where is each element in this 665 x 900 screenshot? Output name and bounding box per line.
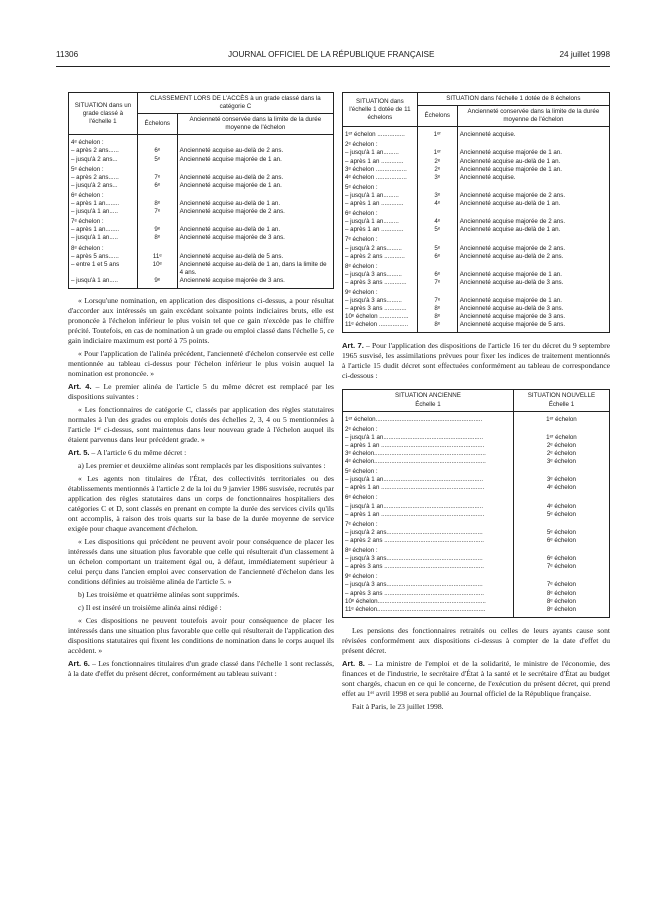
table-row bbox=[343, 442, 610, 450]
table-row bbox=[69, 226, 334, 234]
table-cell: Ancienneté acquise au-delà de 1 an. bbox=[177, 226, 333, 234]
table-row bbox=[343, 590, 610, 598]
table-row bbox=[343, 261, 610, 271]
table-cell: 6ᵉ échelon : bbox=[343, 492, 514, 502]
table-row bbox=[343, 606, 610, 618]
table-row bbox=[343, 555, 610, 563]
table-cell bbox=[177, 135, 333, 148]
table-cell: 1ᵉʳ échelon bbox=[513, 411, 609, 424]
table-cell bbox=[513, 492, 609, 502]
table-cell: 3ᵉ bbox=[417, 192, 457, 200]
table-cell: Ancienneté acquise majorée de 1 an. bbox=[177, 156, 333, 164]
table-cell: Ancienneté acquise majorée de 1 an. bbox=[457, 166, 609, 174]
table-cell: Ancienneté acquise majorée de 5 ans. bbox=[457, 321, 609, 333]
table-row bbox=[343, 434, 610, 442]
table-cell bbox=[457, 182, 609, 192]
table-cell: – après 1 an ............. bbox=[343, 226, 418, 234]
table-row bbox=[69, 234, 334, 242]
table-cell: – après 1 an ............................................................ bbox=[343, 484, 514, 492]
table-row bbox=[343, 503, 610, 511]
table-cell: – après 5 ans...... bbox=[69, 253, 138, 261]
table-cell bbox=[417, 287, 457, 297]
table-row bbox=[343, 305, 610, 313]
table-cell: 7ᵉ bbox=[137, 208, 177, 216]
table-cell bbox=[137, 135, 177, 148]
table-cell bbox=[457, 261, 609, 271]
table-cell: 2ᵉ bbox=[417, 158, 457, 166]
table-cell: 4ᵉ échelon bbox=[513, 503, 609, 511]
table-cell: 8ᵉ échelon bbox=[513, 598, 609, 606]
table-cell: Ancienneté acquise au-delà de 2 ans. bbox=[177, 147, 333, 155]
table-cell: – jusqu'à 1 an..... bbox=[69, 277, 138, 289]
table-row bbox=[69, 174, 334, 182]
table-cell: 4ᵉ échelon .................. bbox=[343, 174, 418, 182]
table-cell: 3ᵉ bbox=[417, 174, 457, 182]
article-8: Art. 8. – La ministre de l'emploi et de la solidarité, le ministre de l'économie, des finances et de l'industrie, le secrétaire d'État à la santé et le secrétaire d'État au budget sont chargés, chacun en ce qui le concerne, de l'exécution du présent décret, qui prend effet au 1ᵉʳ avril 1998 et sera publié au Journal officiel de la République française. bbox=[342, 658, 610, 698]
table-row bbox=[343, 598, 610, 606]
article-7: Art. 7. – Pour l'application des dispositions de l'article 16 ter du décret du 9 septembre 1965 susvisé, les assimilations prévues pour fixer les indices de traitement mentionnés à l'article 15 dudit décret sont effectuées conformément au tableau de correspondance ci-dessous : bbox=[342, 341, 610, 381]
table-cell bbox=[513, 466, 609, 476]
table-cell: 8ᵉ bbox=[417, 321, 457, 333]
journal-title: JOURNAL OFFICIEL DE LA RÉPUBLIQUE FRANÇAISE bbox=[228, 50, 435, 59]
table-cell: Ancienneté acquise au-delà de 3 ans. bbox=[457, 279, 609, 287]
paragraph: b) Les troisième et quatrième alinéas sont supprimés. bbox=[78, 589, 240, 599]
table-cell: – jusqu'à 3 ans........................................................ bbox=[343, 555, 514, 563]
table-cell: 5ᵉ bbox=[137, 156, 177, 164]
table-cell: – après 3 ans .......................................................... bbox=[343, 590, 514, 598]
table-cell: – après 3 ans ............. bbox=[343, 279, 418, 287]
th-situation-11: SITUATION dans l'échelle 1 dotée de 11 échelons bbox=[343, 93, 418, 127]
table-cell: 4ᵉ échelon : bbox=[69, 135, 138, 148]
table-cell bbox=[137, 243, 177, 253]
table-cell: Ancienneté acquise. bbox=[457, 174, 609, 182]
th-anciennete: Ancienneté conservée dans la limite de la durée moyenne de l'échelon bbox=[177, 114, 333, 135]
table-row bbox=[343, 279, 610, 287]
table-cell: 7ᵉ échelon bbox=[513, 581, 609, 589]
table-cell: Ancienneté acquise au-delà de 1 an. bbox=[457, 200, 609, 208]
table-cell: Ancienneté acquise majorée de 1 an. bbox=[457, 297, 609, 305]
table-row bbox=[343, 563, 610, 571]
table-row bbox=[343, 158, 610, 166]
table-cell bbox=[513, 424, 609, 434]
table-cell: Ancienneté acquise au-delà de 1 an, dans la limite de 4 ans. bbox=[177, 261, 333, 277]
table-row bbox=[343, 245, 610, 253]
paragraph: Les pensions des fonctionnaires retraités ou celles de leurs ayants cause sont révisées conformément aux dispositions ci-dessus à compter de la date d'effet du présent décret. bbox=[342, 625, 610, 655]
table-cell: Ancienneté acquise majorée de 2 ans. bbox=[457, 218, 609, 226]
table-cell: – après 1 an ............. bbox=[343, 200, 418, 208]
table-cell: 7ᵉ bbox=[137, 174, 177, 182]
table-row bbox=[343, 511, 610, 519]
table-cell: – après 2 ans ............ bbox=[343, 253, 418, 261]
table-row bbox=[343, 149, 610, 157]
table-cell: 8ᵉ bbox=[417, 313, 457, 321]
table-cell bbox=[177, 164, 333, 174]
table-row bbox=[343, 476, 610, 484]
table-cell: 5ᵉ bbox=[417, 245, 457, 253]
left-column bbox=[68, 92, 334, 682]
table-cell: 8ᵉ échelon : bbox=[343, 261, 418, 271]
table-row bbox=[343, 174, 610, 182]
table-cell: 6ᵉ bbox=[417, 271, 457, 279]
table-cell: 8ᵉ bbox=[137, 234, 177, 242]
table-row bbox=[343, 492, 610, 502]
table-row bbox=[343, 484, 610, 492]
table-row bbox=[69, 135, 334, 148]
table-row bbox=[343, 571, 610, 581]
paragraph: c) Il est inséré un troisième alinéa ainsi rédigé : bbox=[78, 602, 222, 612]
table-cell: 7ᵉ échelon : bbox=[343, 519, 514, 529]
table-row bbox=[69, 208, 334, 216]
paragraph: a) Les premier et deuxième alinéas sont remplacés par les dispositions suivantes : bbox=[78, 460, 326, 470]
th-echelons: Échelons bbox=[417, 106, 457, 127]
table-cell: – après 2 ans .......................................................... bbox=[343, 537, 514, 545]
th-ancienne: SITUATION ANCIENNE Échelle 1 bbox=[343, 390, 514, 411]
table-cell: 6ᵉ bbox=[137, 182, 177, 190]
table-cell: – après 1 an ............. bbox=[343, 158, 418, 166]
table-cell: – jusqu'à 1 an.......................................................... bbox=[343, 476, 514, 484]
table-row bbox=[69, 253, 334, 261]
table-reclassement bbox=[342, 92, 610, 333]
table-cell: – jusqu'à 2 ans......... bbox=[343, 245, 418, 253]
table-cell: 3ᵉ échelon................................................................. bbox=[343, 450, 514, 458]
table-cell: Ancienneté acquise majorée de 1 an. bbox=[457, 271, 609, 279]
table-cell: Ancienneté acquise au-delà de 3 ans. bbox=[457, 305, 609, 313]
table-cell: 4ᵉ bbox=[417, 200, 457, 208]
table-row bbox=[343, 297, 610, 305]
table-cell: 1ᵉʳ échelon ................ bbox=[343, 127, 418, 140]
table-row bbox=[343, 218, 610, 226]
table-cell: 2ᵉ bbox=[417, 166, 457, 174]
table-cell bbox=[137, 216, 177, 226]
table-cell bbox=[177, 190, 333, 200]
table-row bbox=[343, 450, 610, 458]
table-cell: 5ᵉ échelon bbox=[513, 529, 609, 537]
table-row bbox=[343, 545, 610, 555]
table-cell: – après 1 an........ bbox=[69, 226, 138, 234]
table-cell: 9ᵉ bbox=[137, 277, 177, 289]
th-nouvelle: SITUATION NOUVELLE Échelle 1 bbox=[513, 390, 609, 411]
table-cell: 9ᵉ échelon : bbox=[343, 571, 514, 581]
table-cell bbox=[417, 234, 457, 244]
header-rule bbox=[56, 66, 610, 67]
table-row bbox=[69, 164, 334, 174]
table-cell: – après 1 an ............................................................ bbox=[343, 511, 514, 519]
table-cell: 10ᵉ échelon ................. bbox=[343, 313, 418, 321]
table-cell: 9ᵉ bbox=[137, 226, 177, 234]
table-cell: Ancienneté acquise au-delà de 1 an. bbox=[457, 226, 609, 234]
table-row bbox=[343, 466, 610, 476]
table-cell: 10ᵉ échelon............................................................... bbox=[343, 598, 514, 606]
table-row bbox=[343, 537, 610, 545]
table-cell: 4ᵉ échelon................................................................. bbox=[343, 458, 514, 466]
table-cell: – jusqu'à 1 an..... bbox=[69, 208, 138, 216]
table-row bbox=[69, 190, 334, 200]
table-cell: 5ᵉ échelon bbox=[513, 511, 609, 519]
table-row bbox=[343, 192, 610, 200]
table-cell: – jusqu'à 1 an..... bbox=[69, 234, 138, 242]
table-cell bbox=[177, 216, 333, 226]
table-cell: 6ᵉ échelon : bbox=[343, 208, 418, 218]
table-cell: 8ᵉ échelon : bbox=[343, 545, 514, 555]
paragraph: « Les fonctionnaires de catégorie C, classés par application des règles statutaires normales à l'un des grades ou emplois dotés des échelles 2, 3, 4 ou 5 mentionnées à l'article 1ᵉʳ ci-dessus, sont maintenus dans leur nouveau grade à l'échelon auquel ils étaient parvenus dans leur précédent grade. » bbox=[68, 404, 334, 444]
table-cell bbox=[417, 139, 457, 149]
table-row bbox=[343, 182, 610, 192]
table-row bbox=[343, 519, 610, 529]
table-cell: 7ᵉ échelon bbox=[513, 563, 609, 571]
table-cell: Ancienneté acquise majorée de 3 ans. bbox=[177, 277, 333, 289]
table-cell: – après 1 an ............................................................ bbox=[343, 442, 514, 450]
table-row bbox=[343, 208, 610, 218]
table-cell: 6ᵉ échelon : bbox=[69, 190, 138, 200]
article-6: Art. 6. – Les fonctionnaires titulaires d'un grade classé dans l'échelle 1 sont reclassés, à la date d'effet du présent décret, conformément au tableau suivant : bbox=[68, 658, 334, 678]
table-row bbox=[343, 458, 610, 466]
table-row bbox=[69, 261, 334, 277]
article-title: Art. 7. bbox=[342, 341, 364, 351]
table-cell: 5ᵉ échelon : bbox=[343, 466, 514, 476]
article-5: Art. 5. – A l'article 6 du même décret : bbox=[68, 447, 187, 457]
table-cell: Ancienneté acquise au-delà de 2 ans. bbox=[177, 174, 333, 182]
table-cell: 7ᵉ échelon : bbox=[69, 216, 138, 226]
table-cell: 2ᵉ échelon : bbox=[343, 139, 418, 149]
table-row bbox=[69, 216, 334, 226]
table-cell: 3ᵉ échelon .................. bbox=[343, 166, 418, 174]
table-cell: 7ᵉ échelon : bbox=[343, 234, 418, 244]
table-cell: 5ᵉ échelon : bbox=[69, 164, 138, 174]
table-cell: 7ᵉ bbox=[417, 279, 457, 287]
table-cell: Ancienneté acquise majorée de 2 ans. bbox=[457, 245, 609, 253]
article-title: Art. 5. bbox=[68, 447, 90, 457]
table-row bbox=[69, 147, 334, 155]
table-cell bbox=[417, 182, 457, 192]
table-cell: – jusqu'à 1 an......... bbox=[343, 218, 418, 226]
table-row bbox=[343, 411, 610, 424]
table-cell: Ancienneté acquise majorée de 3 ans. bbox=[177, 234, 333, 242]
paragraph: « Les dispositions qui précèdent ne peuvent avoir pour conséquence de placer les intéressés dans une situation plus favorable que celle qui résulterait d'un classement à un échelon comportant un traitement égal ou, à défaut, immédiatement supérieur à celui perçu dans l'ancien emploi avec conservation de l'ancienneté d'échelon dans les conditions définies au troisième alinéa de l'article 5. » bbox=[68, 536, 334, 586]
table-cell: 1ᵉʳ échelon.............................................................. bbox=[343, 411, 514, 424]
table-cell: – jusqu'à 2 ans........................................................ bbox=[343, 529, 514, 537]
th-classement: CLASSEMENT LORS DE L'ACCÈS à un grade classé dans la catégorie C bbox=[137, 93, 333, 114]
table-cell: Ancienneté acquise au-delà de 5 ans. bbox=[177, 253, 333, 261]
table-cell bbox=[513, 571, 609, 581]
table-correspondance bbox=[342, 389, 610, 617]
table-cell: – entre 1 et 5 ans bbox=[69, 261, 138, 277]
table-row bbox=[343, 529, 610, 537]
table-cell: 8ᵉ échelon : bbox=[69, 243, 138, 253]
table-classement bbox=[68, 92, 334, 289]
th-situation: SITUATION dans un grade classé à l'échelle 1 bbox=[69, 93, 138, 135]
table-cell: 11ᵉ échelon............................................................... bbox=[343, 606, 514, 618]
table-cell: – après 3 ans .......................................................... bbox=[343, 563, 514, 571]
table-row bbox=[69, 243, 334, 253]
table-cell bbox=[457, 287, 609, 297]
table-cell: 8ᵉ échelon bbox=[513, 606, 609, 618]
table-cell: 6ᵉ échelon bbox=[513, 537, 609, 545]
table-cell: 9ᵉ échelon : bbox=[343, 287, 418, 297]
table-row bbox=[343, 581, 610, 589]
table-cell: – jusqu'à 1 an......... bbox=[343, 192, 418, 200]
table-cell: 3ᵉ échelon bbox=[513, 458, 609, 466]
article-title: Art. 4. bbox=[68, 381, 92, 391]
page-header bbox=[56, 50, 610, 64]
table-cell: – jusqu'à 2 ans... bbox=[69, 182, 138, 190]
table-row bbox=[343, 127, 610, 140]
table-cell: Ancienneté acquise majorée de 1 an. bbox=[457, 149, 609, 157]
table-cell: – jusqu'à 1 an......... bbox=[343, 149, 418, 157]
right-column bbox=[342, 92, 610, 715]
table-row bbox=[69, 277, 334, 289]
th-situation-8: SITUATION dans l'échelle 1 dotée de 8 échelons bbox=[417, 93, 609, 106]
table-cell: 6ᵉ bbox=[137, 147, 177, 155]
article-4: Art. 4. – Le premier alinéa de l'article 5 du même décret est remplacé par les dispositions suivantes : bbox=[68, 381, 334, 401]
article-title: Art. 8. bbox=[342, 658, 365, 668]
table-row bbox=[69, 182, 334, 190]
table-row bbox=[343, 313, 610, 321]
th-anciennete: Ancienneté conservée dans la limite de la durée moyenne de l'échelon bbox=[457, 106, 609, 127]
table-cell: 2ᵉ échelon bbox=[513, 442, 609, 450]
table-row bbox=[69, 156, 334, 164]
table-row bbox=[343, 287, 610, 297]
th-echelons: Échelons bbox=[137, 114, 177, 135]
issue-date: 24 juillet 1998 bbox=[559, 50, 610, 59]
table-cell: 3ᵉ échelon bbox=[513, 476, 609, 484]
table-cell: Ancienneté acquise au-delà de 2 ans. bbox=[457, 253, 609, 261]
table-cell bbox=[137, 190, 177, 200]
table-cell: Ancienneté acquise au-delà de 1 an. bbox=[177, 200, 333, 208]
table-cell bbox=[457, 234, 609, 244]
table-cell: 11ᵉ échelon ................. bbox=[343, 321, 418, 333]
table-cell: 6ᵉ échelon bbox=[513, 555, 609, 563]
table-cell: 2ᵉ échelon bbox=[513, 450, 609, 458]
table-cell: Ancienneté acquise majorée de 3 ans. bbox=[457, 313, 609, 321]
table-row bbox=[343, 271, 610, 279]
article-title: Art. 6. bbox=[68, 658, 90, 668]
table-row bbox=[343, 424, 610, 434]
table-cell: Ancienneté acquise majorée de 2 ans. bbox=[457, 192, 609, 200]
table-row bbox=[343, 253, 610, 261]
table-cell: Ancienneté acquise. bbox=[457, 127, 609, 140]
table-cell: – jusqu'à 2 ans... bbox=[69, 156, 138, 164]
table-cell: 1ᵉʳ bbox=[417, 127, 457, 140]
table-row bbox=[343, 139, 610, 149]
table-cell: 2ᵉ échelon : bbox=[343, 424, 514, 434]
table-cell: – après 2 ans...... bbox=[69, 147, 138, 155]
table-cell: 10ᵉ bbox=[137, 261, 177, 277]
table-cell: Ancienneté acquise majorée de 2 ans. bbox=[177, 208, 333, 216]
table-cell bbox=[417, 261, 457, 271]
right-text bbox=[342, 626, 610, 712]
table-cell bbox=[513, 519, 609, 529]
table-cell: 5ᵉ échelon : bbox=[343, 182, 418, 192]
table-cell bbox=[457, 208, 609, 218]
table-cell bbox=[177, 243, 333, 253]
table-row bbox=[69, 200, 334, 208]
table-cell: – après 1 an........ bbox=[69, 200, 138, 208]
left-text bbox=[68, 296, 334, 679]
table-cell: – jusqu'à 1 an.......................................................... bbox=[343, 434, 514, 442]
table-cell: – après 2 ans...... bbox=[69, 174, 138, 182]
table-cell: Ancienneté acquise majorée de 1 an. bbox=[177, 182, 333, 190]
paragraph: « Lorsqu'une nomination, en application des dispositions ci-dessus, a pour résultat d'accorder aux intéressés un gain excédant soixante points indiciaires bruts, elle est prononcée à l'échelon inférieur le plus voisin tel que ce gain n'excède pas le chiffre précité. Toutefois, en cas de nomination à un grade ou emploi classé dans l'échelle 5, ce gain indiciaire maximum est porté à 75 points. bbox=[68, 295, 334, 345]
table-cell: 4ᵉ bbox=[417, 218, 457, 226]
table-cell: 7ᵉ bbox=[417, 297, 457, 305]
table-cell: Ancienneté acquise au-delà de 1 an. bbox=[457, 158, 609, 166]
table-cell: 1ᵉʳ bbox=[417, 149, 457, 157]
table-cell: – jusqu'à 3 ans......... bbox=[343, 271, 418, 279]
table-cell: 1ᵉʳ échelon bbox=[513, 434, 609, 442]
table-row bbox=[343, 234, 610, 244]
table-cell: – jusqu'à 3 ans......... bbox=[343, 297, 418, 305]
paragraph: « Ces dispositions ne peuvent toutefois avoir pour conséquence de placer les intéressés dans une situation plus favorable que celle qui résulterait de l'application des dispositions statutaires qui fixent les conditions de nomination dans le corps auquel ils accèdent. » bbox=[68, 615, 334, 655]
table-row bbox=[343, 226, 610, 234]
table-cell bbox=[513, 545, 609, 555]
table-cell: 8ᵉ échelon bbox=[513, 590, 609, 598]
table-row bbox=[343, 321, 610, 333]
table-cell: 4ᵉ échelon bbox=[513, 484, 609, 492]
table-cell: – après 3 ans ............. bbox=[343, 305, 418, 313]
table-cell bbox=[457, 139, 609, 149]
table-cell: 11ᵉ bbox=[137, 253, 177, 261]
table-cell: 5ᵉ bbox=[417, 226, 457, 234]
signature-line: Fait à Paris, le 23 juillet 1998. bbox=[352, 701, 444, 711]
table-cell bbox=[417, 208, 457, 218]
table-cell: – jusqu'à 3 ans........................................................ bbox=[343, 581, 514, 589]
table-cell bbox=[137, 164, 177, 174]
paragraph: « Les agents non titulaires de l'État, des collectivités territoriales ou des établissements mentionnés à l'article 2 de la loi du 9 janvier 1986 susvisée, recrutés par application des règles statutaires dans un corps de fonctionnaires hospitaliers des catégories C et D, sont classés en prenant en compte la durée des services civils qu'ils ont accomplis, à raison des trois quarts sur la base de la durée moyenne de service exigée pour chaque avancement d'échelon. bbox=[68, 473, 334, 533]
table-row bbox=[343, 166, 610, 174]
table-cell: – jusqu'à 1 an.......................................................... bbox=[343, 503, 514, 511]
table-row bbox=[343, 200, 610, 208]
table-cell: 8ᵉ bbox=[137, 200, 177, 208]
table-cell: 6ᵉ bbox=[417, 253, 457, 261]
paragraph: « Pour l'application de l'alinéa précédent, l'ancienneté d'échelon conservée est celle mentionnée au tableau ci-dessus pour l'échelon inférieur le plus voisin auquel la nomination est prononcée. » bbox=[68, 348, 334, 378]
table-cell: 8ᵉ bbox=[417, 305, 457, 313]
page-number: 11306 bbox=[56, 50, 79, 59]
